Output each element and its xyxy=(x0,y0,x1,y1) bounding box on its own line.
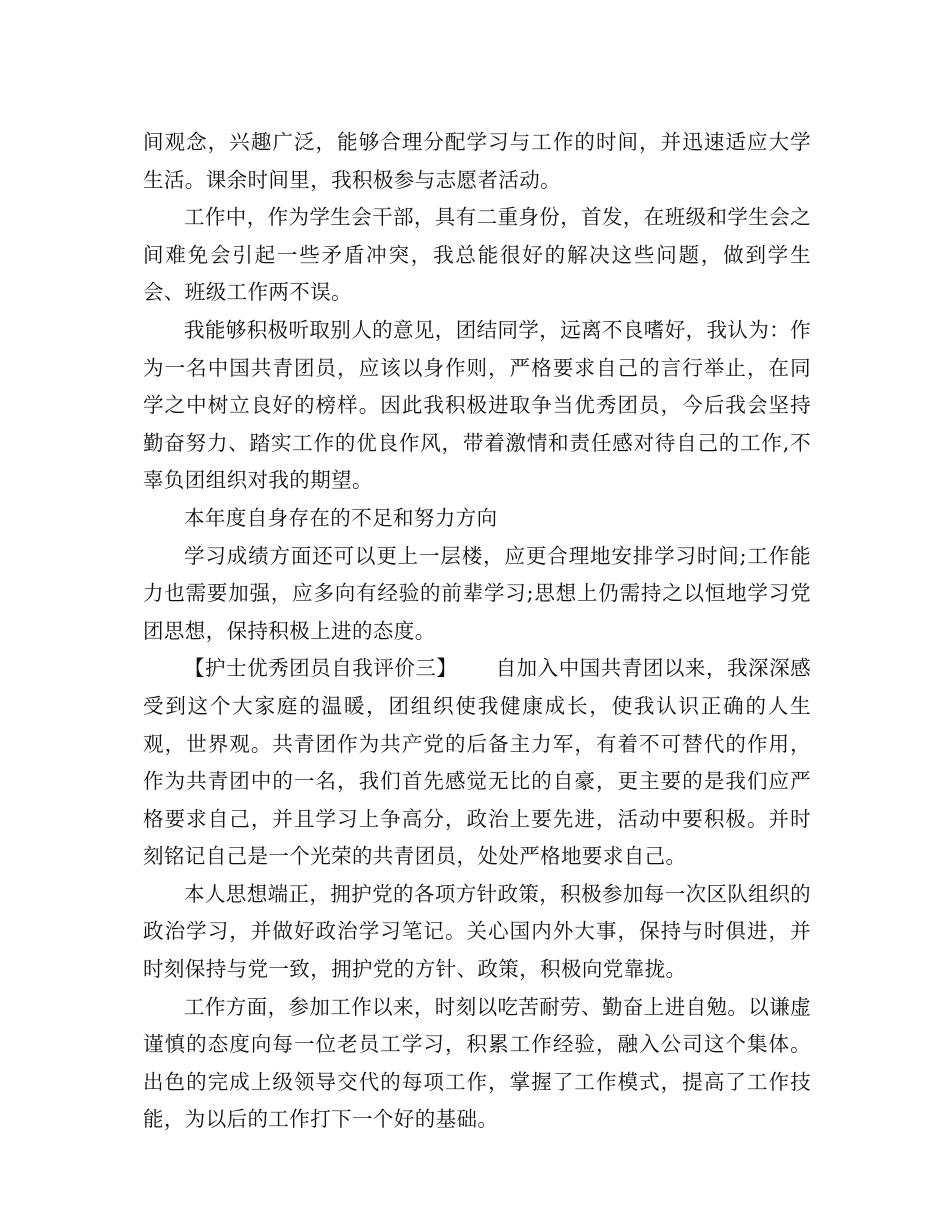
paragraph-shortcomings-heading: 本年度自身存在的不足和努力方向 xyxy=(184,505,498,530)
section-heading: 【护士优秀团员自我评价三】 xyxy=(184,656,458,681)
paragraph-listening: 我能够积极听取别人的意见，团结同学，远离不良嗜好，我认为：作为一名中国共青团员，应该以身作则，严格要求自己的言行举止，在同学之中树立良好的榜样。因此我积极进取争当优秀团员，今后我会坚持勤奋努力、踏实工作的优良作风，带着激情和责任感对待自己的工作,不辜负团组织对我的期望。 xyxy=(143,317,811,493)
paragraph-student-union: 工作中，作为学生会干部，具有二重身份，首发，在班级和学生会之间难免会引起一些矛盾冲突，我总能很好的解决这些问题，做到学生会、班级工作两不误。 xyxy=(143,205,811,305)
paragraph-ideology: 本人思想端正，拥护党的各项方针政策，积极参加每一次区队组织的政治学习，并做好政治学习笔记。关心国内外大事，保持与时俱进，并时刻保持与党一致，拥护党的方针、政策，积极向党靠拢。 xyxy=(143,881,811,982)
document-body xyxy=(143,124,811,1139)
paragraph-work: 工作方面，参加工作以来，时刻以吃苦耐劳、勤奋上进自勉。以谦虚谨慎的态度向每一位老员工学习，积累工作经验，融入公司这个集体。出色的完成上级领导交代的每项工作，掌握了工作模式，提高了工作技能，为以后的工作打下一个好的基础。 xyxy=(143,994,811,1132)
section-first-paragraph: 自加入中国共青团以来，我深深感受到这个大家庭的温暖，团组织使我健康成长，使我认识正确的人生观，世界观。共青团作为共产党的后备主力军，有着不可替代的作用，作为共青团中的一名，我们首先感觉无比的自豪，更主要的是我们应严格要求自己，并且学习上争高分，政治上要先进，活动中要积极。并时刻铭记自己是一个光荣的共青团员，处处严格地要求自己。 xyxy=(143,656,812,869)
paragraph-section-three xyxy=(143,650,811,876)
paragraph-improvement: 学习成绩方面还可以更上一层楼，应更合理地安排学习时间;工作能力也需要加强，应多向有经验的前辈学习;思想上仍需持之以恒地学习党团思想，保持积极上进的态度。 xyxy=(143,543,811,643)
paragraph-continued: 间观念，兴趣广泛，能够合理分配学习与工作的时间，并迅速适应大学生活。课余时间里，我积极参与志愿者活动。 xyxy=(143,130,811,192)
